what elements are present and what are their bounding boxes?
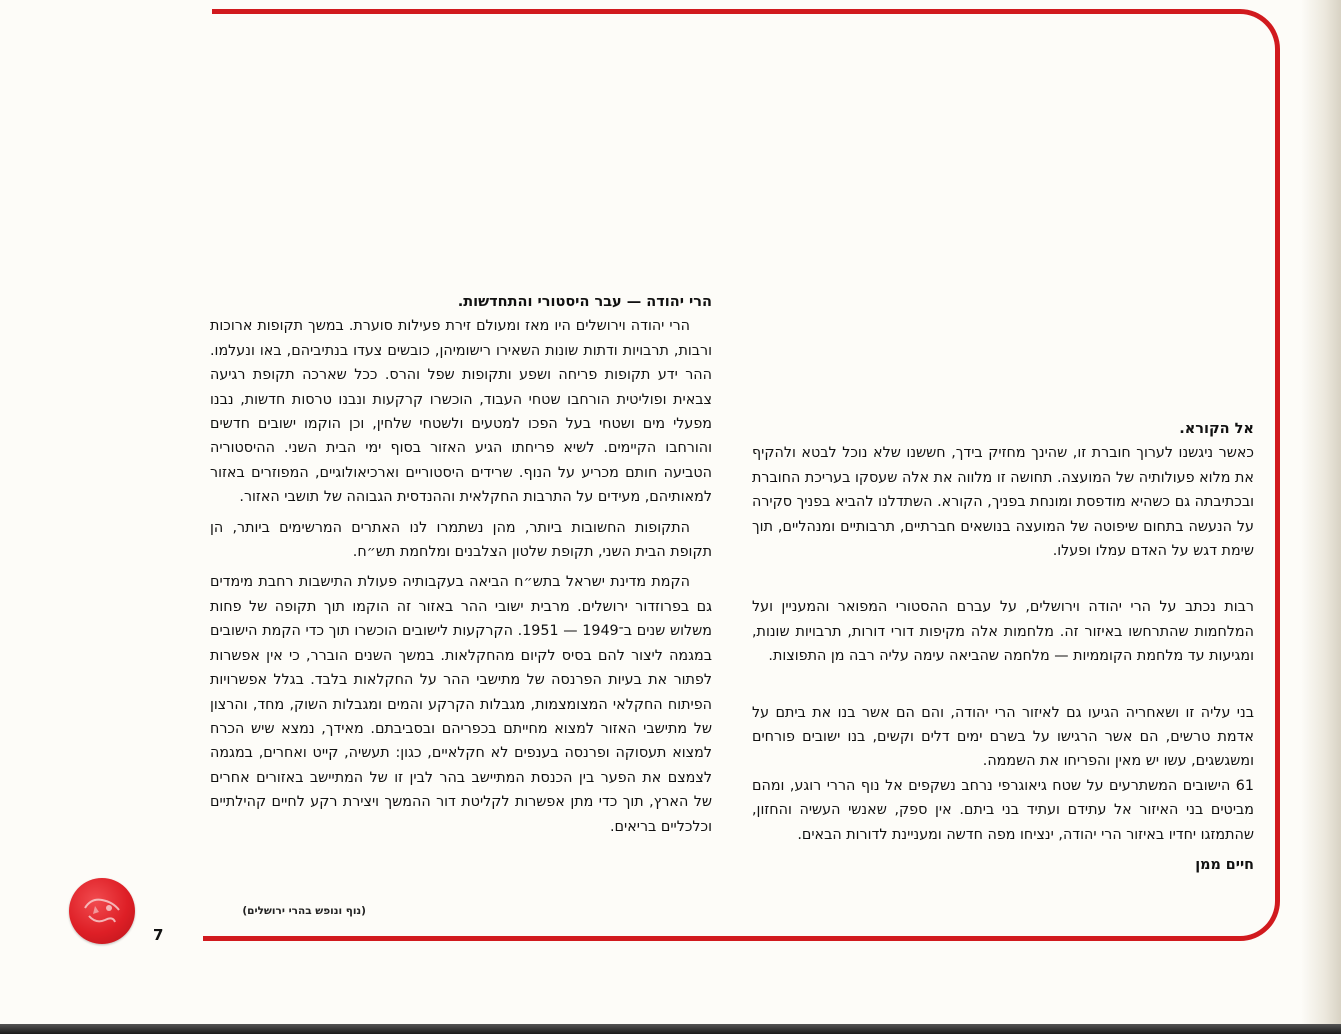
editor-letter-paragraph-1: כאשר ניגשנו לערוך חוברת זו, שהינך מחזיק בידך, חששנו שלא נוכל לבטא ולהקיף את מלוא פעולותיה של המועצה. תחושה זו מלווה את אלה שעסקו בעריכת החוברת ובכתיבתה גם כשהיא מודפסת ומונחת בפניך, הקורא. השתדלנו להביא בפניך סקירה על הנעשה בתחום שיפוטה של המועצה בנושאים חברתיים, תרבותיים ומנהליים, תוך שימת דגש על האדם עמלו ופעלו. — [752, 445, 1254, 560]
red-frame-tail — [203, 936, 223, 941]
editor-letter-heading: אל הקורא. — [1179, 421, 1254, 437]
source-credit: (נוף ונופש בהרי ירושלים) — [242, 905, 366, 917]
article-history-column — [210, 290, 712, 839]
editor-letter-column — [752, 417, 1254, 892]
article-history-paragraph-1: הרי יהודה וירושלים היו מאז ומעולם זירת פעילות סוערת. במשך תקופות ארוכות ורבות, תרבויות ודתות שונות השאירו רישומיהן, כובשים צעדו בנתיביהם, באו ונעלמו. ההר ידע תקופות פריחה ושפע ותקופות שפל והרס. ככל שארכה תקופת רגיעה צבאית ופוליטית הורחבו שטחי העבוד, הוכשרו קרקעות ונבנו טרסות חדשות, נבנו מפעלי מים ושטחי בעל הפכו למטעים ולשטחי שלחין, וכן הוקמו ישובים חדשים והורחבו הקיימים. לשיא פריחתו הגיע האזור בסוף ימי הבית השני. ההיסטוריה הטביעה חותם מכריע על הנוף. שרידים היסטוריים וארכיאולוגיים, המפוזרים באזור למאותיהם, מעידים על התרבות החקלאית וההנדסית הגבוהה של תושבי האזור. — [210, 318, 712, 506]
bottom-edge-shadow — [0, 1024, 1341, 1034]
editor-letter-paragraph-3: בני עליה זו ושאחריה הגיעו גם לאיזור הרי יהודה, והם הם אשר בנו את ביתם על אדמת טרשים, הם אשר הרגישו על בשרם ימים דלים וקשים, בנו ישובים פורחים ומשגשגים, עשו יש מאין והפריחו את השממה. — [752, 704, 1254, 770]
page-number: 7 — [153, 926, 164, 944]
article-history-heading: הרי יהודה — עבר היסטורי והתחדשות. — [457, 294, 712, 310]
editor-signature: חיים ממן — [1195, 857, 1254, 874]
page-edge — [1301, 0, 1341, 1034]
editor-letter-paragraph-4: 61 הישובים המשתרעים על שטח גיאוגרפי נרחב נשקפים אל נוף הררי רוגע, ומהם מביטים בני האיזור אל עתידם ועתיד בני ביתם. אין ספק, שאנשי העשיה והחזון, שהתמזגו יחדיו באיזור הרי יהודה, ינציחו מפה חדשה ומעניינת לדורות הבאים. — [752, 777, 1254, 843]
article-history-paragraph-2: התקופות החשובות ביותר, מהן נשתמרו לנו האתרים המרשימים ביותר, הן תקופת הבית השני, תקופת שלטון הצלבנים ומלחמת תש״ח. — [210, 519, 712, 561]
red-seal-logo-icon — [69, 878, 135, 944]
article-history-paragraph-3: הקמת מדינת ישראל בתש״ח הביאה בעקבותיה פעולת התישבות רחבת מימדים גם בפרוזדור ירושלים. מרבית ישובי ההר באזור זה הוקמו תוך תקופה של פחות משלוש שנים ב־1949 — 1951. הקרקעות לישובים הוכשרו תוך כדי הקמת הישובים במגמה ליצור להם בסיס לקיום מהחקלאות. במשך השנים הוברר, כי אין אפשרות לפתור את בעיות הפרנסה של מתישבי ההר על החקלאות בלבד. בגלל אפשרויות הפיתוח החקלאי המצומצמות, מגבלות הקרקע והמים ומגבלות השוק, מחד, והרצון של מתישבי האזור למצוא מחייתם בכפריהם ובסביבתם. מאידך, נמצא שיש הכרח למצוא תעסוקה ופרנסה בענפים לא חקלאיים, כגון: תעשיה, קייט ואחרים, במגמה לצמצם את הפער בין הכנסת המתיישב בהר לבין זו של המתיישב באזורים אחרים של הארץ, תוך כדי מתן אפשרות לקליטת דור ההמשך ויצירת רקע לחיים קהילתיים וכלכליים בריאים. — [210, 574, 712, 835]
editor-letter-paragraph-2: רבות נכתב על הרי יהודה וירושלים, על עברם ההסטורי המפואר והמעניין ועל המלחמות שהתרחשו באיזור זה. מלחמות אלה מקיפות דורי דורות, תרבויות שונות, ומגיעות עד מלחמת הקוממיות — מלחמה שהביאה עימה עליה רבה מן התפוצות. — [752, 599, 1254, 665]
